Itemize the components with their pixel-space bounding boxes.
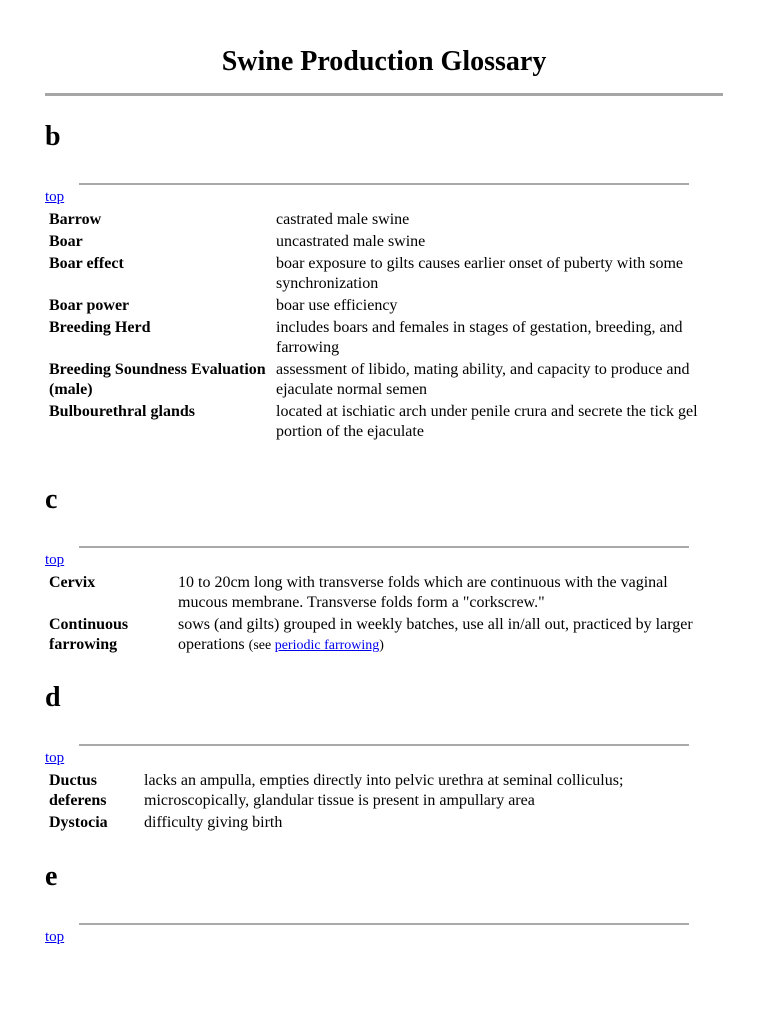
glossary-definition xyxy=(177,615,707,656)
top-link-e[interactable]: top xyxy=(45,929,65,945)
top-link-c[interactable]: top xyxy=(45,552,65,568)
section-heading-b: b xyxy=(45,121,61,152)
glossary-term: Dystocia xyxy=(49,814,108,831)
glossary-row xyxy=(48,232,721,252)
glossary-term: Ductus deferens xyxy=(49,772,107,809)
section-divider-d xyxy=(79,744,689,746)
section-heading-e: e xyxy=(45,861,58,892)
glossary-definition: castrated male swine xyxy=(276,211,410,228)
glossary-definition: 10 to 20cm long with transverse folds which are continuous with the vaginal mucous membrane. Transverse folds form a "corkscrew." xyxy=(178,574,668,611)
glossary-table-c xyxy=(45,571,710,658)
glossary-term: Continuous farrowing xyxy=(49,616,129,653)
glossary-definition: boar use efficiency xyxy=(276,297,398,314)
see-also-prefix: (see xyxy=(248,638,275,653)
title-divider xyxy=(45,93,723,96)
glossary-term: Boar effect xyxy=(49,255,124,272)
glossary-row xyxy=(48,615,707,656)
section-heading-d: d xyxy=(45,682,61,713)
glossary-row xyxy=(48,296,721,316)
glossary-row xyxy=(48,573,707,613)
section-divider-c xyxy=(79,546,689,548)
glossary-row xyxy=(48,771,703,811)
glossary-row xyxy=(48,254,721,294)
periodic-farrowing-link[interactable]: periodic farrowing xyxy=(274,638,380,653)
glossary-term: Bulbourethral glands xyxy=(49,403,195,420)
glossary-definition: difficulty giving birth xyxy=(144,814,283,831)
glossary-row xyxy=(48,402,721,442)
definition-text: sows (and gilts) grouped in weekly batches, use all in/all out, practiced by larger operations xyxy=(178,616,693,653)
see-also-suffix: ) xyxy=(379,638,384,653)
glossary-term: Barrow xyxy=(49,211,102,228)
top-link-b[interactable]: top xyxy=(45,189,65,205)
section-divider-b xyxy=(79,183,689,185)
top-link-d[interactable]: top xyxy=(45,750,65,766)
glossary-row xyxy=(48,813,703,833)
glossary-table-d xyxy=(45,769,706,835)
glossary-term: Cervix xyxy=(49,574,96,591)
glossary-term: Boar xyxy=(49,233,83,250)
glossary-definition: includes boars and females in stages of gestation, breeding, and farrowing xyxy=(276,319,683,356)
glossary-definition: assessment of libido, mating ability, and capacity to produce and ejaculate normal semen xyxy=(276,361,690,398)
glossary-term: Breeding Soundness Evaluation (male) xyxy=(49,361,266,398)
glossary-row xyxy=(48,318,721,358)
section-heading-c: c xyxy=(45,484,58,515)
section-divider-e xyxy=(79,923,689,925)
glossary-definition: lacks an ampulla, empties directly into pelvic urethra at seminal colliculus; microscopically, glandular tissue is present in ampullary area xyxy=(144,772,624,809)
glossary-definition: located at ischiatic arch under penile crura and secrete the tick gel portion of the ejaculate xyxy=(276,403,698,440)
glossary-row xyxy=(48,360,721,400)
glossary-table-b xyxy=(45,208,724,444)
glossary-definition: boar exposure to gilts causes earlier onset of puberty with some synchronization xyxy=(276,255,683,292)
see-also xyxy=(249,638,384,653)
glossary-definition: uncastrated male swine xyxy=(276,233,426,250)
glossary-row xyxy=(48,210,721,230)
glossary-term: Breeding Herd xyxy=(49,319,151,336)
page-title: Swine Production Glossary xyxy=(221,46,547,77)
glossary-term: Boar power xyxy=(49,297,130,314)
